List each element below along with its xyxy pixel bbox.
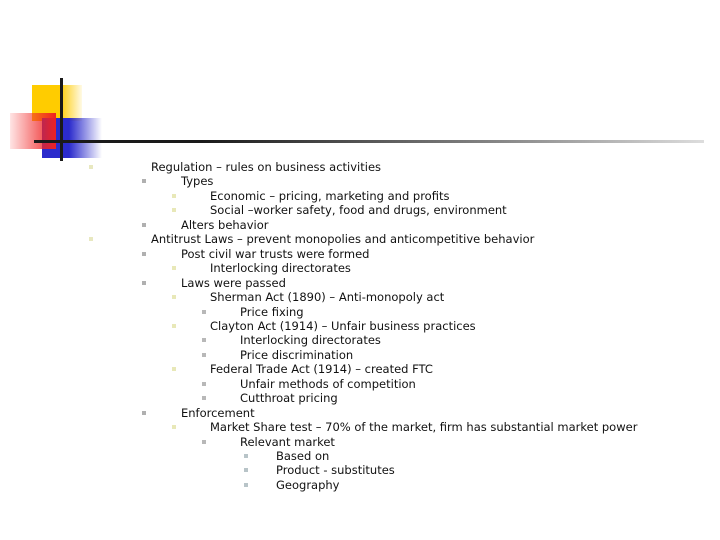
list-item: Types — [181, 174, 214, 189]
vertical-rule — [60, 78, 63, 161]
bullet-icon — [172, 367, 176, 371]
horizontal-rule — [34, 140, 704, 143]
bullet-icon — [202, 353, 206, 357]
list-item: Enforcement — [181, 405, 255, 420]
list-item: Federal Trade Act (1914) – created FTC — [210, 362, 433, 377]
list-item: Interlocking directorates — [240, 333, 381, 348]
list-item: Market Share test – 70% of the market, firm has substantial market power — [210, 420, 638, 435]
list-item: Sherman Act (1890) – Anti-monopoly act — [210, 290, 445, 305]
bullet-icon — [244, 468, 248, 472]
bullet-icon — [244, 483, 248, 487]
bullet-icon — [89, 237, 93, 241]
list-item: Product - substitutes — [276, 463, 395, 478]
list-item: Antitrust Laws – prevent monopolies and anticompetitive behavior — [151, 232, 535, 247]
bullet-icon — [202, 382, 206, 386]
bullet-icon — [142, 179, 146, 183]
list-item: Clayton Act (1914) – Unfair business practices — [210, 318, 476, 333]
bullet-icon — [172, 266, 176, 270]
list-item: Social –worker safety, food and drugs, environment — [210, 203, 507, 218]
bullet-icon — [142, 411, 146, 415]
list-item: Alters behavior — [181, 217, 269, 232]
bullet-icon — [172, 208, 176, 212]
bullet-icon — [202, 396, 206, 400]
list-item: Price fixing — [240, 304, 304, 319]
list-item: Cutthroat pricing — [240, 391, 338, 406]
bullet-icon — [142, 223, 146, 227]
bullet-icon — [142, 252, 146, 256]
list-item: Post civil war trusts were formed — [181, 246, 370, 261]
list-item: Interlocking directorates — [210, 261, 351, 276]
bullet-icon — [202, 338, 206, 342]
list-item: Geography — [276, 477, 340, 492]
list-item: Economic – pricing, marketing and profits — [210, 188, 450, 203]
bullet-icon — [89, 165, 93, 169]
list-item: Relevant market — [240, 434, 335, 449]
list-item: Regulation – rules on business activities — [151, 160, 382, 174]
list-item: Based on — [276, 449, 330, 463]
list-item: Price discrimination — [240, 347, 354, 362]
bullet-icon — [172, 295, 176, 299]
list-item: Unfair methods of competition — [240, 376, 416, 391]
bullet-icon — [142, 281, 146, 285]
bullet-icon — [202, 310, 206, 314]
bullet-icon — [244, 454, 248, 458]
bullet-icon — [172, 425, 176, 429]
bullet-icon — [172, 324, 176, 328]
red-square-decoration — [10, 113, 56, 149]
bullet-icon — [202, 440, 206, 444]
list-item: Laws were passed — [181, 275, 286, 290]
bullet-icon — [172, 194, 176, 198]
